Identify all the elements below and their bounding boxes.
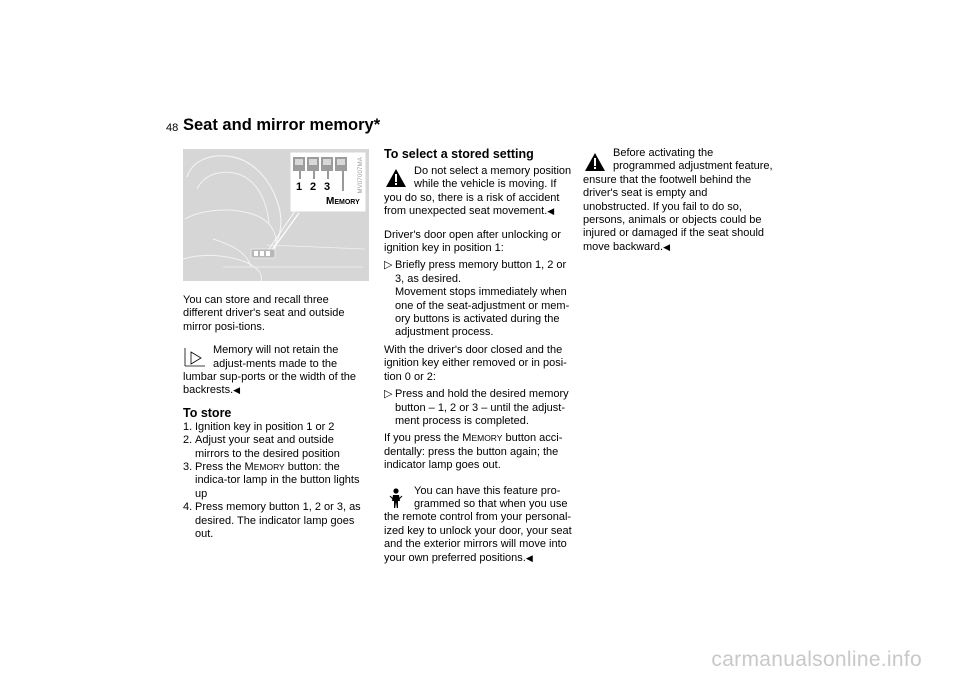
warning-block — [583, 147, 775, 254]
watermark: carmanualsonline.info — [711, 647, 922, 671]
page-number: 48 — [166, 122, 179, 134]
list-item: 4. Press memory button 1, 2 or 3, as desired. The indicator lamp goes out. — [183, 501, 361, 541]
warning-text: Do not select a memory position while the vehicle is moving. If you do so, there is a risk of accident from unexpected seat movement. — [384, 165, 572, 218]
list-item: 1. Ignition key in position 1 or 2 — [183, 420, 335, 433]
bullet-item: ▷ Press and hold the desired memory button – 1, 2 or 3 – until the adjust-ment process is completed. — [384, 388, 569, 427]
memory-accident-paragraph: If you press the MEMORY button acci-dentally: press the button again; the indicator lamp goes out. — [384, 432, 563, 472]
intro-paragraph: You can store and recall three different driver's seat and outside mirror posi-tions. — [183, 294, 345, 333]
store-steps — [183, 421, 371, 542]
end-mark: ◀ — [525, 552, 533, 563]
store-heading: To store — [183, 405, 232, 420]
figure-number-3: 3 — [324, 181, 331, 193]
figure-number-1: 1 — [296, 181, 303, 193]
door-closed-paragraph: With the driver's door closed and the ignition key either removed or in posi-tion 0 or 2: — [384, 343, 567, 383]
door-open-paragraph: Driver's door open after unlocking or ignition key in position 1: — [384, 228, 561, 255]
column-1 — [183, 294, 371, 542]
service-note-block — [384, 485, 574, 565]
column-3 — [583, 147, 775, 254]
warning-text: Before activating the programmed adjustment feature, ensure that the footwell behind the driver's seat is empty and unobstructed. If you fail to do so, persons, animals or objects could be injured or damaged if the seat should move backward. — [583, 147, 773, 253]
figure-memory-label: MEMORY — [326, 196, 360, 207]
figure-code: MV07007MA — [357, 157, 364, 194]
service-note-text: You can have this feature pro-grammed so that when you use the remote control from your personal-ized key to unlock your door, your seat and the exterior mirrors will move into your own preferred positions. — [384, 484, 572, 564]
seat-memory-figure — [183, 149, 369, 281]
end-mark: ◀ — [663, 241, 671, 252]
note-arrow-icon — [183, 346, 207, 368]
note-text: Memory will not retain the adjust-ments made to the lumbar sup-ports or the width of the backrests. — [183, 344, 357, 397]
warning-block — [384, 165, 574, 219]
service-person-icon — [384, 487, 408, 509]
warning-icon — [583, 151, 607, 173]
warning-icon — [384, 167, 408, 189]
end-mark: ◀ — [233, 385, 241, 396]
end-mark: ◀ — [547, 206, 555, 217]
note-block — [183, 344, 371, 398]
column-2 — [384, 147, 574, 565]
figure-number-2: 2 — [310, 181, 317, 193]
bullet-item: ▷ Briefly press memory button 1, 2 or 3, as desired. Movement stops immediately when one of the seat-adjustment or mem-ory buttons is activated during the adjustment process. — [384, 259, 570, 339]
page-title: Seat and mirror memory* — [183, 116, 381, 134]
list-item: 3. Press the MEMORY button: the indica-tor lamp in the button lights up — [183, 461, 360, 500]
list-item: 2. Adjust your seat and outside mirrors to the desired position — [183, 434, 340, 460]
select-heading: To select a stored setting — [384, 147, 534, 161]
seat-illustration — [183, 149, 369, 281]
